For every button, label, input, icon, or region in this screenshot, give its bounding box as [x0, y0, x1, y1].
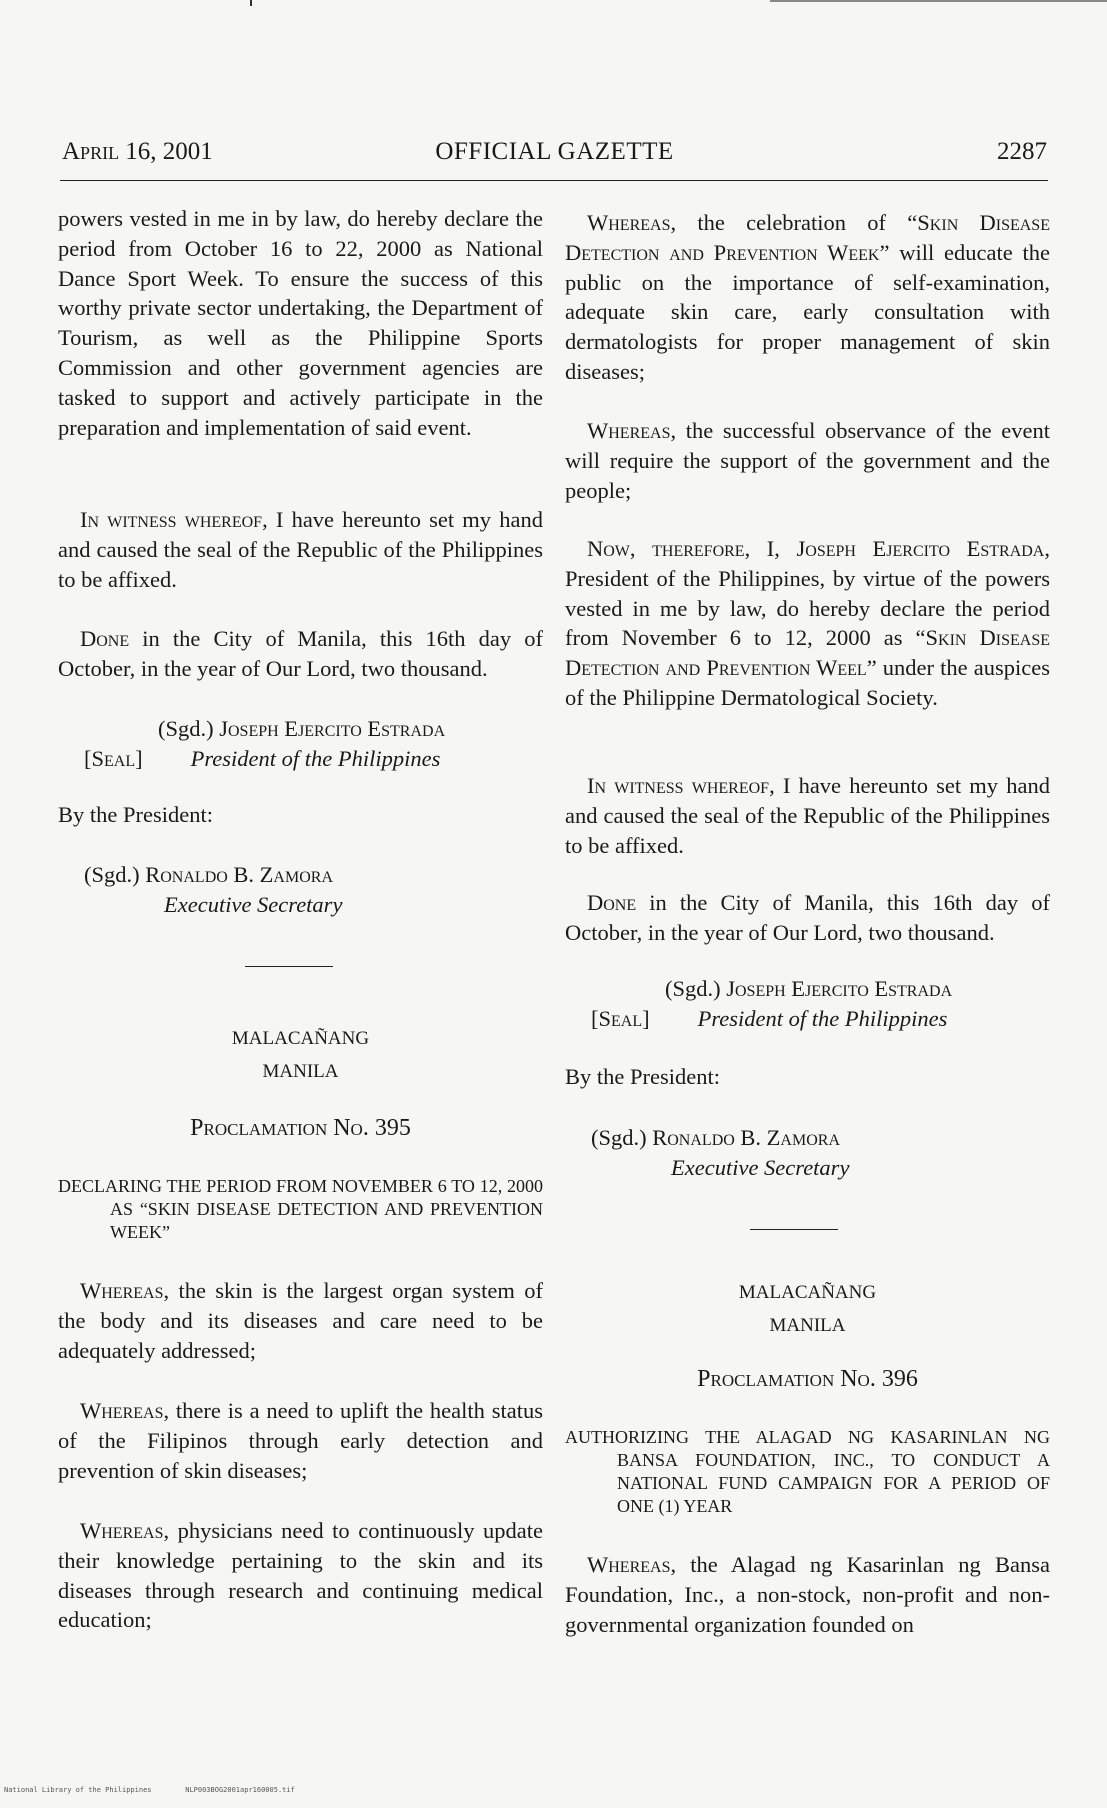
- now-text-2: ” under the auspices of the Philippine Dermatological Society.: [565, 655, 1050, 710]
- president-title: President of the Philippines: [190, 745, 441, 771]
- witness-paragraph: [58, 505, 543, 594]
- witness-text: I have hereunto set my hand and caused the seal of the Republic of the Philippines to be affixed.: [565, 773, 1050, 858]
- whereas-text: the Alagad ng Kasarinlan ng Bansa Foundation, Inc., a non-stock, non-profit and non-governmental organization founded on: [565, 1552, 1050, 1637]
- whereas-lead: Whereas,: [80, 1278, 170, 1303]
- done-text: in the City of Manila, this 16th day of October, in the year of Our Lord, two thousand.: [58, 626, 543, 681]
- caption-text: AUTHORIZING THE ALAGAD NG KASARINLAN NG BANSA FOUNDATION, INC., TO CONDUCT A NATIONAL FUND CAMPAIGN FOR A PERIOD OF ONE (1) YEAR: [565, 1427, 1050, 1516]
- whereas-paragraph-6: [565, 1550, 1050, 1639]
- sgd-label: (Sgd.): [591, 1125, 647, 1150]
- section-divider: [750, 1229, 838, 1230]
- whereas-text: the successful observance of the event will require the support of the government and the people;: [565, 418, 1050, 503]
- now-text-1: President of the Philippines, by virtue of the powers vested in me by law, do hereby declare the period from November 6 to 12, 2000 as “: [565, 565, 1050, 651]
- witness-text: I have hereunto set my hand and caused the seal of the Republic of the Philippines to be affixed.: [58, 507, 543, 592]
- page-header: [62, 138, 1047, 178]
- secretary-name: Ronaldo B. Zamora: [652, 1125, 840, 1150]
- whereas-lead: Whereas,: [587, 210, 677, 235]
- sgd-label: (Sgd.): [84, 862, 140, 887]
- whereas-text-rest: ” will educate the public on the importance of self-examination, adequate skin care, early consultation with dermatologists for proper management of skin diseases;: [565, 239, 1050, 384]
- place-line-1: MALACAÑANG: [231, 1028, 370, 1049]
- scan-edge-rule: [770, 0, 1107, 2]
- place-line-2: MANILA: [769, 1315, 846, 1336]
- whereas-paragraph-2: [58, 1396, 543, 1485]
- paragraph-text: powers vested in me in by law, do hereby declare the period from October 16 to 22, 2000 as National Dance Sport Week. To ensure the success of this worthy private sector undertaking, the Department of Tourism, as well as the Philippine Sports Commission and other government agencies are tasked to support and actively participate in the preparation and implementation of said event.: [58, 206, 543, 440]
- by-president-text: By the President:: [565, 1064, 720, 1089]
- whereas-lead: Whereas,: [80, 1398, 170, 1423]
- now-therefore-paragraph: [565, 534, 1050, 713]
- whereas-text: the skin is the largest organ system of the body and its diseases and care need to be adequately addressed;: [58, 1278, 543, 1363]
- caption-text: DECLARING THE PERIOD FROM NOVEMBER 6 TO 12, 2000 AS “SKIN DISEASE DETECTION AND PREVENTION WEEK”: [58, 1176, 543, 1242]
- gazette-title: OFFICIAL GAZETTE: [435, 138, 674, 165]
- section-divider: [245, 966, 333, 967]
- president-name-inline: Joseph Ejercito Estrada,: [796, 536, 1050, 561]
- secretary-signature: [565, 1123, 1050, 1183]
- by-president: [58, 800, 543, 830]
- sgd-label: (Sgd.): [158, 716, 214, 741]
- sgd-label: (Sgd.): [665, 976, 721, 1001]
- seal-label: [Seal]: [84, 745, 143, 771]
- scan-mark: [250, 0, 252, 6]
- whereas-text: the celebration of “: [676, 210, 918, 235]
- library-credit: National Library of the Philippines: [4, 1786, 152, 1794]
- done-lead: Done: [80, 626, 130, 651]
- secretary-title: Executive Secretary: [164, 891, 343, 917]
- whereas-lead: Whereas,: [80, 1518, 170, 1543]
- issue-date: April 16, 2001: [62, 138, 213, 165]
- secretary-name: Ronaldo B. Zamora: [145, 862, 333, 887]
- done-text: in the City of Manila, this 16th day of October, in the year of Our Lord, two thousand.: [565, 890, 1050, 945]
- whereas-paragraph-3: [58, 1516, 543, 1635]
- witness-paragraph: [565, 771, 1050, 860]
- done-paragraph: [58, 624, 543, 684]
- president-signature: [565, 974, 1050, 1034]
- whereas-text: physicians need to continuously update their knowledge pertaining to the skin and its diseases through research and continuing medical education;: [58, 1518, 543, 1633]
- president-title: President of the Philippines: [697, 1005, 948, 1031]
- now-lead: Now, therefore,: [587, 536, 751, 561]
- president-name: Joseph Ejercito Estrada: [219, 716, 446, 741]
- done-paragraph: [565, 888, 1050, 948]
- observance-name: Skin Disease Detection and Prevention Weel: [565, 625, 1050, 681]
- witness-lead: In witness whereof,: [587, 773, 775, 798]
- scan-footer: [4, 1786, 295, 1794]
- whereas-lead: Whereas,: [587, 1552, 677, 1577]
- whereas-paragraph-5: [565, 416, 1050, 505]
- proclamation-number: Proclamation No. 396: [697, 1366, 918, 1392]
- by-president-text: By the President:: [58, 802, 213, 827]
- file-name: NLP003BOG2001apr160005.tif: [185, 1786, 295, 1794]
- now-text: I,: [750, 536, 797, 561]
- place-line-1: MALACAÑANG: [738, 1282, 877, 1303]
- done-lead: Done: [587, 890, 637, 915]
- whereas-text: there is a need to uplift the health status of the Filipinos through early detection and prevention of skin diseases;: [58, 1398, 543, 1483]
- president-name: Joseph Ejercito Estrada: [726, 976, 953, 1001]
- whereas-paragraph-4: [565, 208, 1050, 387]
- secretary-signature: [58, 860, 543, 920]
- secretary-title: Executive Secretary: [671, 1154, 850, 1180]
- whereas-paragraph-1: [58, 1276, 543, 1365]
- place-line-2: MANILA: [262, 1061, 339, 1082]
- president-signature: [58, 714, 543, 774]
- whereas-lead: Whereas,: [587, 418, 677, 443]
- witness-lead: In witness whereof,: [80, 507, 268, 532]
- header-rule: [60, 180, 1048, 181]
- proclamation-number: Proclamation No. 395: [190, 1115, 411, 1141]
- by-president: [565, 1062, 1050, 1092]
- continued-paragraph: [58, 204, 543, 442]
- seal-label: [Seal]: [591, 1005, 650, 1031]
- proclamation-caption: [58, 1175, 543, 1244]
- page-number: 2287: [997, 138, 1047, 165]
- observance-name: Skin Disease Detection and Prevention Week: [565, 210, 1050, 265]
- proclamation-caption: [565, 1426, 1050, 1518]
